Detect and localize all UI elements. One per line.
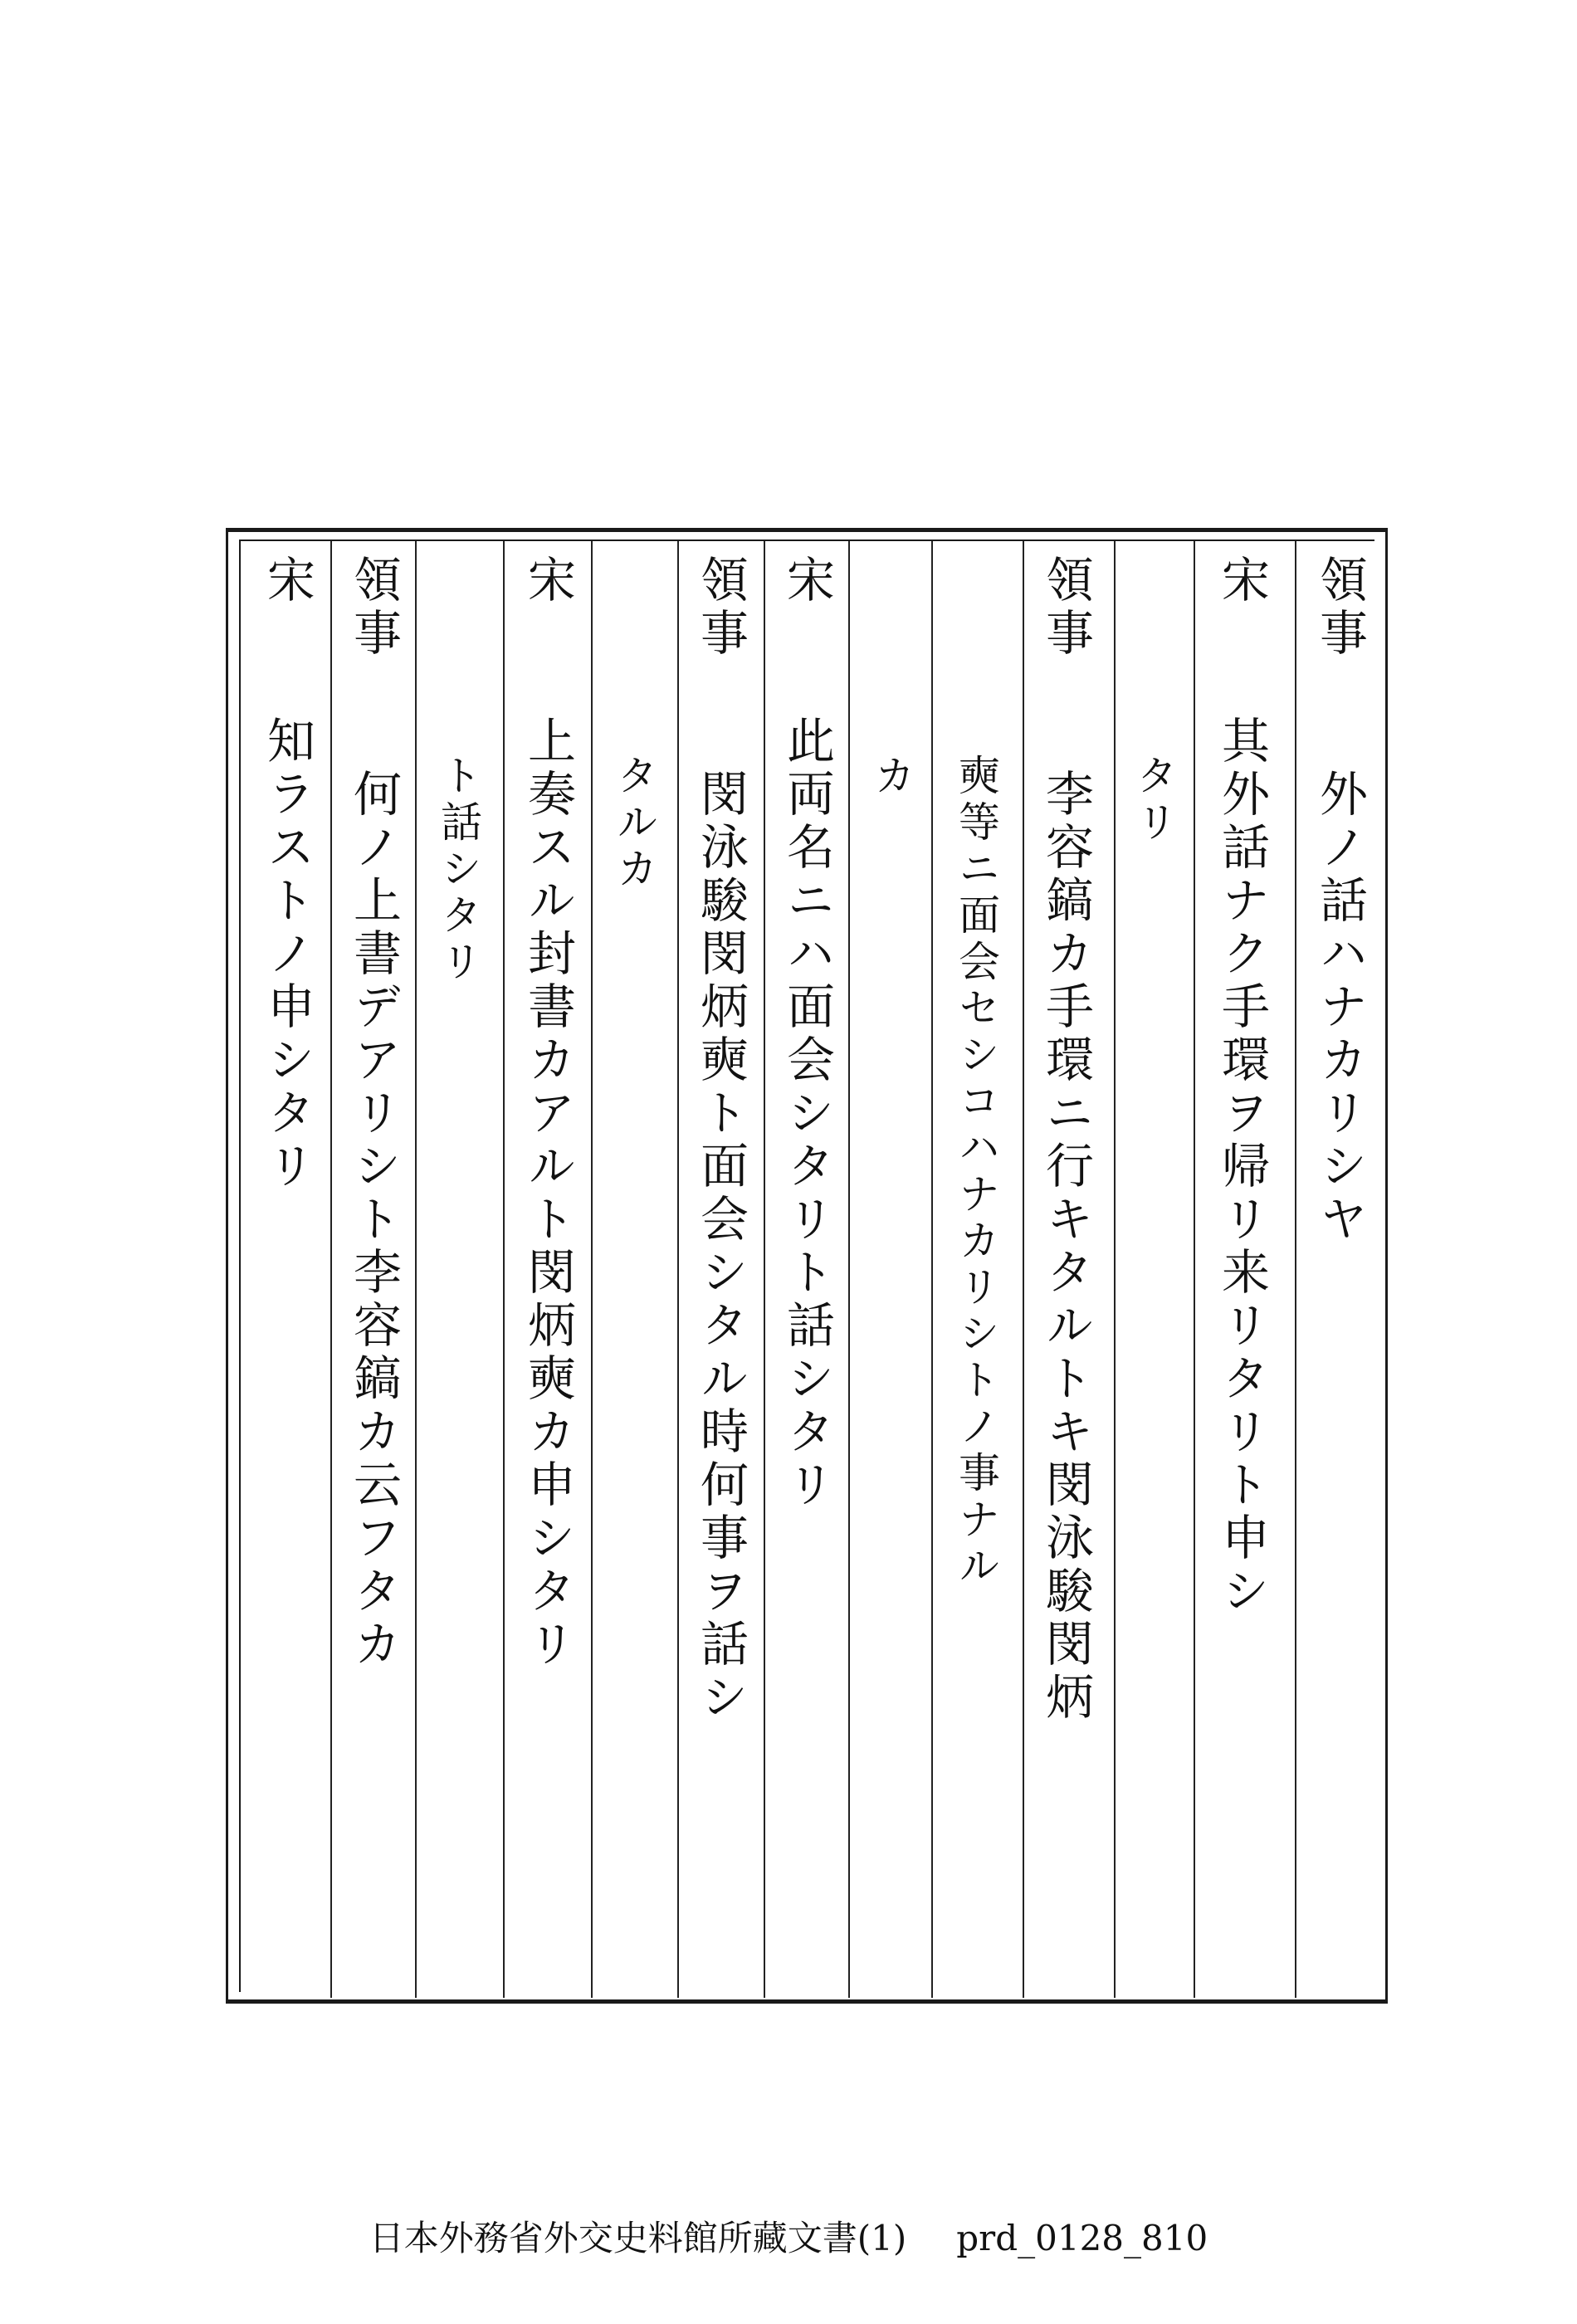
column-text: 何ノ上書デアリシト李容鎬カ云フタカ (345, 769, 402, 1672)
text-column (246, 554, 329, 1982)
speaker-label: 宋 (259, 554, 315, 608)
column-text: 閔泳駿閔炳奭ト面会シタル時何事ヲ話シ (692, 769, 749, 1725)
speaker-label: 領事 (692, 554, 749, 661)
speaker-label: 領事 (1038, 554, 1094, 661)
column-text: 上奏スル封書カアルト閔炳奭カ申シタリ (520, 715, 576, 1672)
column-text: 此両名ニハ面会シタリト話シタリ (779, 715, 835, 1512)
text-column (417, 554, 500, 1982)
text-column (1112, 554, 1195, 1982)
text-column (765, 554, 848, 1982)
speaker-label: 領事 (345, 554, 402, 661)
speaker-label: 宋 (520, 554, 576, 608)
archive-name: 日本外務省外交史料館所藏文書(1) (369, 2218, 907, 2258)
text-column (593, 554, 676, 1982)
text-column (1024, 554, 1107, 1982)
speaker-label: 領事 (1311, 554, 1368, 661)
speaker-label: 宋 (1213, 554, 1270, 608)
column-text: 李容鎬カ手環ニ行キタルトキ閔泳駿閔炳 (1038, 769, 1094, 1725)
column-rule (503, 541, 505, 1998)
text-column (332, 554, 415, 1982)
column-text: カ (867, 754, 915, 800)
column-text: タルカ (610, 754, 658, 893)
text-column (506, 554, 589, 1982)
text-column (1298, 554, 1381, 1982)
archive-caption (0, 2211, 1577, 2261)
column-text: 奭等ニ面会セシコハナカリシトノ事ナル (952, 754, 1000, 1590)
column-text: タリ (1130, 754, 1178, 847)
column-rule (1295, 541, 1296, 1998)
text-column (1200, 554, 1283, 1982)
text-column (935, 554, 1018, 1982)
document-reference: prd_0128_810 (956, 2218, 1208, 2258)
speaker-label: 宋 (779, 554, 835, 608)
column-text: 知ラストノ申シタリ (259, 715, 315, 1194)
column-text: 其外話ナク手環ヲ帰リ来リタリト申シ (1213, 715, 1270, 1618)
text-column (850, 554, 933, 1982)
column-text: ト話シタリ (434, 754, 482, 986)
column-text: 外ノ話ハナカリシヤ (1311, 769, 1368, 1247)
text-column (679, 554, 762, 1982)
